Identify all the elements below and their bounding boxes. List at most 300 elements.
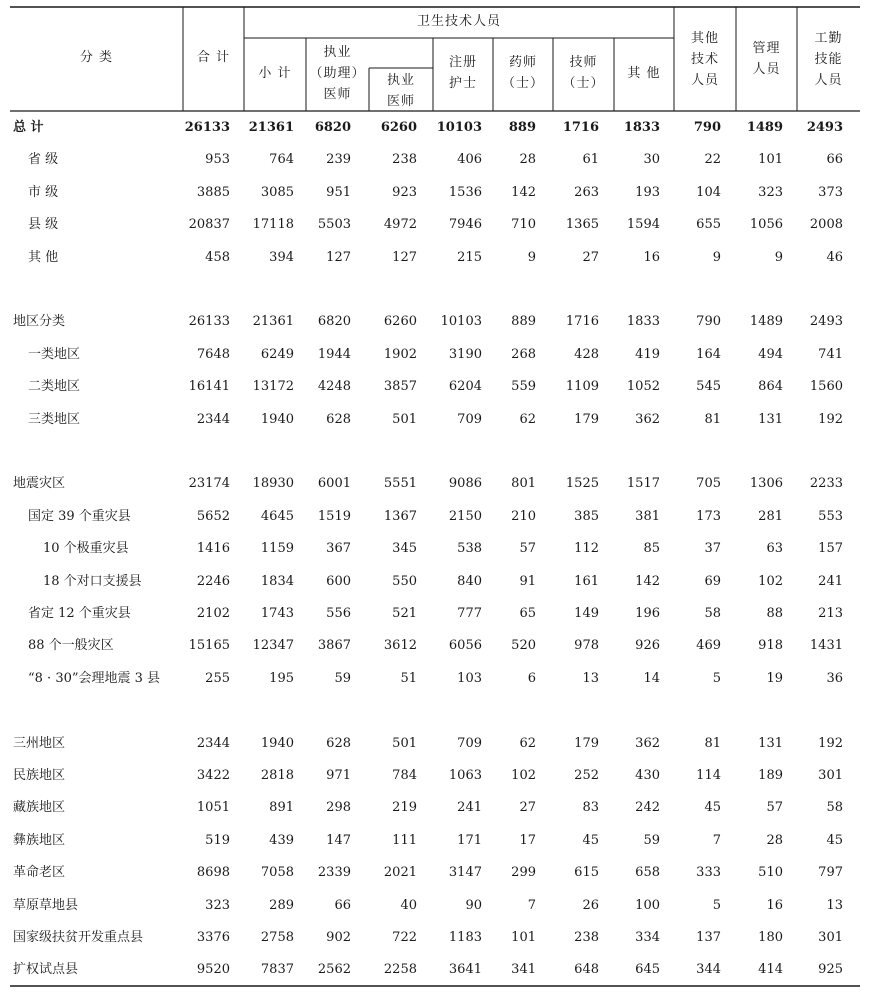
row-label: 国家级扶贫开发重点县 bbox=[13, 930, 144, 945]
table-cell: 333 bbox=[696, 865, 721, 880]
table-cell: 419 bbox=[635, 347, 660, 362]
table-cell: 709 bbox=[457, 736, 482, 751]
table-cell: 299 bbox=[511, 865, 536, 880]
table-cell: 103 bbox=[457, 671, 482, 686]
table-cell: 1902 bbox=[383, 347, 417, 362]
header-pharmacist: 药师 （士） bbox=[501, 55, 544, 91]
table-cell: 22 bbox=[704, 152, 721, 167]
table-cell: 918 bbox=[758, 638, 783, 653]
table-cell: 142 bbox=[511, 185, 536, 200]
table-cell: 241 bbox=[457, 800, 482, 815]
table-cell: 37 bbox=[704, 541, 721, 556]
table-cell: 21361 bbox=[248, 120, 294, 135]
table-cell: 57 bbox=[519, 541, 536, 556]
table-cell: 5 bbox=[712, 671, 721, 686]
table-cell: 18930 bbox=[252, 476, 294, 491]
table-cell: 615 bbox=[574, 865, 599, 880]
row-label: 革命老区 bbox=[13, 865, 66, 880]
header-category: 分 类 bbox=[79, 50, 114, 65]
table-cell: 20837 bbox=[188, 217, 230, 232]
table-cell: 1367 bbox=[383, 509, 417, 524]
table-cell: 179 bbox=[574, 736, 599, 751]
row-label: 三州地区 bbox=[13, 736, 66, 751]
table-cell: 3085 bbox=[260, 185, 294, 200]
table-cell: 2344 bbox=[196, 736, 230, 751]
table-cell: 648 bbox=[574, 962, 599, 977]
table-cell: 1052 bbox=[626, 379, 660, 394]
row-label: 扩权试点县 bbox=[13, 962, 79, 977]
table-cell: 62 bbox=[519, 736, 536, 751]
table-cell: 252 bbox=[574, 768, 599, 783]
table-cell: 2758 bbox=[260, 930, 294, 945]
table-cell: 298 bbox=[326, 800, 351, 815]
table-cell: 215 bbox=[457, 250, 482, 265]
table-cell: 219 bbox=[392, 800, 417, 815]
table-cell: 891 bbox=[269, 800, 294, 815]
table-cell: 281 bbox=[758, 509, 783, 524]
table-cell: 180 bbox=[758, 930, 783, 945]
table-cell: 439 bbox=[269, 833, 294, 848]
table-cell: 81 bbox=[704, 736, 721, 751]
table-cell: 510 bbox=[758, 865, 783, 880]
table-cell: 367 bbox=[326, 541, 351, 556]
row-label: 民族地区 bbox=[13, 768, 66, 783]
table-cell: 66 bbox=[334, 898, 351, 913]
table-cell: 30 bbox=[643, 152, 660, 167]
table-cell: 6 bbox=[527, 671, 536, 686]
table-cell: 26133 bbox=[188, 314, 230, 329]
table-cell: 362 bbox=[635, 412, 660, 427]
table-cell: 6249 bbox=[260, 347, 294, 362]
table-cell: 4645 bbox=[260, 509, 294, 524]
table-cell: 21361 bbox=[252, 314, 294, 329]
table-cell: 864 bbox=[758, 379, 783, 394]
table-cell: 7 bbox=[527, 898, 536, 913]
row-label: 省 级 bbox=[28, 152, 59, 167]
table-cell: 114 bbox=[696, 768, 721, 783]
table-cell: 705 bbox=[696, 476, 721, 491]
table-cell: 1056 bbox=[749, 217, 783, 232]
table-cell: 6260 bbox=[380, 120, 417, 135]
table-cell: 428 bbox=[574, 347, 599, 362]
table-cell: 63 bbox=[766, 541, 783, 556]
row-label: 18 个对口支援县 bbox=[43, 574, 142, 589]
table-cell: 127 bbox=[392, 250, 417, 265]
table-cell: 2246 bbox=[196, 574, 230, 589]
table-cell: 722 bbox=[392, 930, 417, 945]
table-cell: 23174 bbox=[188, 476, 230, 491]
table-cell: 414 bbox=[758, 962, 783, 977]
table-cell: 2344 bbox=[196, 412, 230, 427]
table-cell: 1944 bbox=[317, 347, 351, 362]
table-cell: 301 bbox=[818, 768, 843, 783]
table-cell: 345 bbox=[392, 541, 417, 556]
table-cell: 13172 bbox=[252, 379, 294, 394]
table-cell: 17 bbox=[519, 833, 536, 848]
table-cell: 790 bbox=[696, 314, 721, 329]
table-cell: 28 bbox=[766, 833, 783, 848]
table-cell: 323 bbox=[758, 185, 783, 200]
table-cell: 137 bbox=[696, 930, 721, 945]
table-cell: 381 bbox=[635, 509, 660, 524]
table-cell: 953 bbox=[205, 152, 230, 167]
table-cell: 373 bbox=[818, 185, 843, 200]
table-cell: 1489 bbox=[746, 120, 783, 135]
table-cell: 9 bbox=[712, 250, 721, 265]
table-cell: 289 bbox=[269, 898, 294, 913]
header-skilled-worker: 工勤 技能 人员 bbox=[814, 31, 843, 88]
table-cell: 9 bbox=[527, 250, 536, 265]
table-cell: 6204 bbox=[448, 379, 482, 394]
row-label: 一类地区 bbox=[28, 347, 81, 362]
table-cell: 323 bbox=[205, 898, 230, 913]
table-cell: 9520 bbox=[196, 962, 230, 977]
table-cell: 3612 bbox=[383, 638, 417, 653]
table-cell: 46 bbox=[826, 250, 843, 265]
table-cell: 1560 bbox=[809, 379, 843, 394]
header-registered-nurse: 注册 护士 bbox=[448, 55, 477, 91]
header-technician: 技师 （士） bbox=[562, 55, 605, 91]
table-cell: 458 bbox=[205, 250, 230, 265]
table-cell: 494 bbox=[758, 347, 783, 362]
table-cell: 501 bbox=[392, 412, 417, 427]
table-cell: 430 bbox=[635, 768, 660, 783]
table-cell: 628 bbox=[326, 736, 351, 751]
table-cell: 801 bbox=[511, 476, 536, 491]
table-cell: 1159 bbox=[260, 541, 294, 556]
header-other-tech: 其他 技术 人员 bbox=[690, 31, 719, 88]
table-cell: 102 bbox=[511, 768, 536, 783]
table-cell: 6056 bbox=[448, 638, 482, 653]
table-cell: 62 bbox=[519, 412, 536, 427]
table-cell: 3857 bbox=[383, 379, 417, 394]
table-cell: 1525 bbox=[565, 476, 599, 491]
table-cell: 59 bbox=[334, 671, 351, 686]
row-label: 藏族地区 bbox=[13, 800, 66, 815]
table-cell: 658 bbox=[635, 865, 660, 880]
table-cell: 1431 bbox=[809, 638, 843, 653]
header-health-tech-group: 卫生技术人员 bbox=[416, 14, 501, 29]
table-cell: 6820 bbox=[314, 120, 351, 135]
table-cell: 90 bbox=[465, 898, 482, 913]
table-cell: 951 bbox=[326, 185, 351, 200]
table-cell: 13 bbox=[582, 671, 599, 686]
row-label: 二类地区 bbox=[28, 379, 81, 394]
row-label: 10 个极重灾县 bbox=[43, 541, 129, 556]
table-cell: 1416 bbox=[196, 541, 230, 556]
table-cell: 1183 bbox=[448, 930, 482, 945]
table-cell: 5 bbox=[712, 898, 721, 913]
table-cell: 104 bbox=[696, 185, 721, 200]
table-cell: 5503 bbox=[317, 217, 351, 232]
table-cell: 88 bbox=[766, 606, 783, 621]
table-cell: 40 bbox=[400, 898, 417, 913]
table-cell: 195 bbox=[269, 671, 294, 686]
table-cell: 45 bbox=[826, 833, 843, 848]
table-cell: 2021 bbox=[383, 865, 417, 880]
table-cell: 655 bbox=[696, 217, 721, 232]
table-cell: 36 bbox=[826, 671, 843, 686]
header-total: 合 计 bbox=[196, 50, 231, 65]
table-cell: 341 bbox=[511, 962, 536, 977]
header-licensed-assistant: 执业 （助理） 医师 bbox=[309, 45, 366, 102]
table-cell: 59 bbox=[643, 833, 660, 848]
row-label: 总 计 bbox=[13, 120, 44, 135]
table-cell: 344 bbox=[696, 962, 721, 977]
table-cell: 6820 bbox=[317, 314, 351, 329]
table-cell: 189 bbox=[758, 768, 783, 783]
table-cell: 102 bbox=[758, 574, 783, 589]
table-cell: 2233 bbox=[809, 476, 843, 491]
table-cell: 6260 bbox=[383, 314, 417, 329]
table-cell: 1519 bbox=[317, 509, 351, 524]
table-cell: 764 bbox=[269, 152, 294, 167]
table-cell: 7 bbox=[712, 833, 721, 848]
table-cell: 7946 bbox=[448, 217, 482, 232]
table-cell: 12347 bbox=[252, 638, 294, 653]
table-cell: 2493 bbox=[806, 120, 843, 135]
table-cell: 971 bbox=[326, 768, 351, 783]
table-cell: 925 bbox=[818, 962, 843, 977]
table-cell: 559 bbox=[511, 379, 536, 394]
table-cell: 777 bbox=[457, 606, 482, 621]
table-cell: 362 bbox=[635, 736, 660, 751]
table-cell: 238 bbox=[392, 152, 417, 167]
table-cell: 131 bbox=[758, 412, 783, 427]
table-cell: 1051 bbox=[196, 800, 230, 815]
table-cell: 69 bbox=[704, 574, 721, 589]
table-cell: 26133 bbox=[184, 120, 230, 135]
table-cell: 83 bbox=[582, 800, 599, 815]
table-cell: 3190 bbox=[448, 347, 482, 362]
row-label: 其 他 bbox=[28, 250, 59, 265]
table-cell: 2562 bbox=[317, 962, 351, 977]
table-cell: 1834 bbox=[260, 574, 294, 589]
table-cell: 101 bbox=[511, 930, 536, 945]
table-cell: 51 bbox=[400, 671, 417, 686]
table-cell: 161 bbox=[574, 574, 599, 589]
table-cell: 553 bbox=[818, 509, 843, 524]
table-cell: 521 bbox=[392, 606, 417, 621]
table-cell: 2339 bbox=[317, 865, 351, 880]
table-cell: 112 bbox=[574, 541, 599, 556]
header-subtotal: 小 计 bbox=[258, 66, 292, 81]
table-cell: 173 bbox=[696, 509, 721, 524]
table-cell: 334 bbox=[635, 930, 660, 945]
table-cell: 501 bbox=[392, 736, 417, 751]
table-cell: 790 bbox=[693, 120, 721, 135]
row-label: 彝族地区 bbox=[13, 833, 66, 848]
row-label: 国定 39 个重灾县 bbox=[28, 509, 131, 524]
table-cell: 709 bbox=[457, 412, 482, 427]
table-cell: 1109 bbox=[565, 379, 599, 394]
table-cell: 2150 bbox=[448, 509, 482, 524]
table-cell: 2102 bbox=[196, 606, 230, 621]
table-cell: 14 bbox=[643, 671, 660, 686]
table-cell: 171 bbox=[457, 833, 482, 848]
table-cell: 902 bbox=[326, 930, 351, 945]
table-cell: 192 bbox=[818, 736, 843, 751]
table-cell: 65 bbox=[519, 606, 536, 621]
table-cell: 385 bbox=[574, 509, 599, 524]
table-cell: 10103 bbox=[440, 314, 482, 329]
table-cell: 45 bbox=[582, 833, 599, 848]
row-label: 地区分类 bbox=[13, 314, 66, 329]
table-cell: 1940 bbox=[260, 736, 294, 751]
table-cell: 3422 bbox=[196, 768, 230, 783]
table-cell: 9086 bbox=[448, 476, 482, 491]
table-cell: 26 bbox=[582, 898, 599, 913]
row-label: 省定 12 个重灾县 bbox=[28, 606, 131, 621]
table-cell: 15165 bbox=[188, 638, 230, 653]
header-licensed-doctor: 执业 医师 bbox=[386, 73, 415, 109]
table-cell: 469 bbox=[696, 638, 721, 653]
table-cell: 196 bbox=[635, 606, 660, 621]
table-cell: 192 bbox=[818, 412, 843, 427]
table-cell: 5652 bbox=[196, 509, 230, 524]
table-cell: 978 bbox=[574, 638, 599, 653]
table-cell: 147 bbox=[326, 833, 351, 848]
table-cell: 27 bbox=[582, 250, 599, 265]
table-cell: 242 bbox=[635, 800, 660, 815]
table-cell: 1517 bbox=[626, 476, 660, 491]
table-cell: 263 bbox=[574, 185, 599, 200]
table-cell: 255 bbox=[205, 671, 230, 686]
table-cell: 149 bbox=[574, 606, 599, 621]
table-cell: 58 bbox=[826, 800, 843, 815]
table-cell: 394 bbox=[269, 250, 294, 265]
table-cell: 710 bbox=[511, 217, 536, 232]
table-cell: 28 bbox=[519, 152, 536, 167]
table-cell: 520 bbox=[511, 638, 536, 653]
table-cell: 5551 bbox=[383, 476, 417, 491]
table-cell: 741 bbox=[818, 347, 843, 362]
table-cell: 889 bbox=[511, 314, 536, 329]
table-cell: 1536 bbox=[448, 185, 482, 200]
table-cell: 16 bbox=[643, 250, 660, 265]
table-cell: 1489 bbox=[749, 314, 783, 329]
table-cell: 27 bbox=[519, 800, 536, 815]
table-cell: 2008 bbox=[809, 217, 843, 232]
table-cell: 101 bbox=[758, 152, 783, 167]
row-label: 88 个一般灾区 bbox=[28, 638, 114, 653]
table-cell: 210 bbox=[511, 509, 536, 524]
table-cell: 926 bbox=[635, 638, 660, 653]
table-cell: 889 bbox=[508, 120, 536, 135]
table-cell: 3147 bbox=[448, 865, 482, 880]
table-cell: 85 bbox=[643, 541, 660, 556]
table-cell: 10103 bbox=[436, 120, 482, 135]
table-cell: 16141 bbox=[188, 379, 230, 394]
table-cell: 6001 bbox=[317, 476, 351, 491]
table-cell: 628 bbox=[326, 412, 351, 427]
table-cell: 797 bbox=[818, 865, 843, 880]
table-cell: 2493 bbox=[809, 314, 843, 329]
row-label: 市 级 bbox=[28, 185, 59, 200]
table-cell: 545 bbox=[696, 379, 721, 394]
table-cell: 16 bbox=[766, 898, 783, 913]
table-cell: 406 bbox=[457, 152, 482, 167]
table-cell: 1594 bbox=[626, 217, 660, 232]
row-label: 三类地区 bbox=[28, 412, 81, 427]
table-cell: 17118 bbox=[252, 217, 294, 232]
table-cell: 550 bbox=[392, 574, 417, 589]
table-cell: 4972 bbox=[383, 217, 417, 232]
table-cell: 3885 bbox=[196, 185, 230, 200]
row-label: “8 · 30”会理地震 3 县 bbox=[28, 671, 161, 686]
table-cell: 923 bbox=[392, 185, 417, 200]
table-cell: 538 bbox=[457, 541, 482, 556]
table-cell: 13 bbox=[826, 898, 843, 913]
table-cell: 111 bbox=[392, 833, 417, 848]
table-cell: 3867 bbox=[317, 638, 351, 653]
table-cell: 131 bbox=[758, 736, 783, 751]
table-cell: 2818 bbox=[260, 768, 294, 783]
table-cell: 268 bbox=[511, 347, 536, 362]
table-cell: 7648 bbox=[196, 347, 230, 362]
row-label: 地震灾区 bbox=[13, 476, 66, 491]
header-management: 管理 人员 bbox=[752, 41, 781, 77]
table-cell: 213 bbox=[818, 606, 843, 621]
table-cell: 7058 bbox=[260, 865, 294, 880]
table-cell: 1716 bbox=[565, 314, 599, 329]
table-cell: 61 bbox=[582, 152, 599, 167]
table-cell: 142 bbox=[635, 574, 660, 589]
table-cell: 1365 bbox=[565, 217, 599, 232]
table-cell: 81 bbox=[704, 412, 721, 427]
table-cell: 164 bbox=[696, 347, 721, 362]
table-cell: 1743 bbox=[260, 606, 294, 621]
table-cell: 66 bbox=[826, 152, 843, 167]
table-cell: 9 bbox=[774, 250, 783, 265]
table-cell: 157 bbox=[818, 541, 843, 556]
table-cell: 58 bbox=[704, 606, 721, 621]
table-cell: 1833 bbox=[626, 314, 660, 329]
table-cell: 127 bbox=[326, 250, 351, 265]
table-cell: 645 bbox=[635, 962, 660, 977]
row-label: 草原草地县 bbox=[13, 898, 79, 913]
table-cell: 193 bbox=[635, 185, 660, 200]
table-cell: 1716 bbox=[562, 120, 599, 135]
table-cell: 45 bbox=[704, 800, 721, 815]
table-cell: 1940 bbox=[260, 412, 294, 427]
table-cell: 57 bbox=[766, 800, 783, 815]
table-cell: 238 bbox=[574, 930, 599, 945]
header-other: 其 他 bbox=[627, 66, 661, 81]
table-cell: 3376 bbox=[196, 930, 230, 945]
table-cell: 179 bbox=[574, 412, 599, 427]
table-cell: 519 bbox=[205, 833, 230, 848]
table-cell: 19 bbox=[766, 671, 783, 686]
table-cell: 1063 bbox=[448, 768, 482, 783]
table-cell: 100 bbox=[635, 898, 660, 913]
table-cell: 2258 bbox=[383, 962, 417, 977]
table-cell: 3641 bbox=[448, 962, 482, 977]
table-cell: 241 bbox=[818, 574, 843, 589]
table-cell: 91 bbox=[519, 574, 536, 589]
table-cell: 600 bbox=[326, 574, 351, 589]
table-cell: 1306 bbox=[749, 476, 783, 491]
table-cell: 840 bbox=[457, 574, 482, 589]
table-cell: 8698 bbox=[196, 865, 230, 880]
row-label: 县 级 bbox=[28, 217, 59, 232]
table-cell: 556 bbox=[326, 606, 351, 621]
table-cell: 239 bbox=[326, 152, 351, 167]
table-cell: 301 bbox=[818, 930, 843, 945]
table-cell: 7837 bbox=[260, 962, 294, 977]
table-cell: 1833 bbox=[623, 120, 660, 135]
table-cell: 784 bbox=[392, 768, 417, 783]
